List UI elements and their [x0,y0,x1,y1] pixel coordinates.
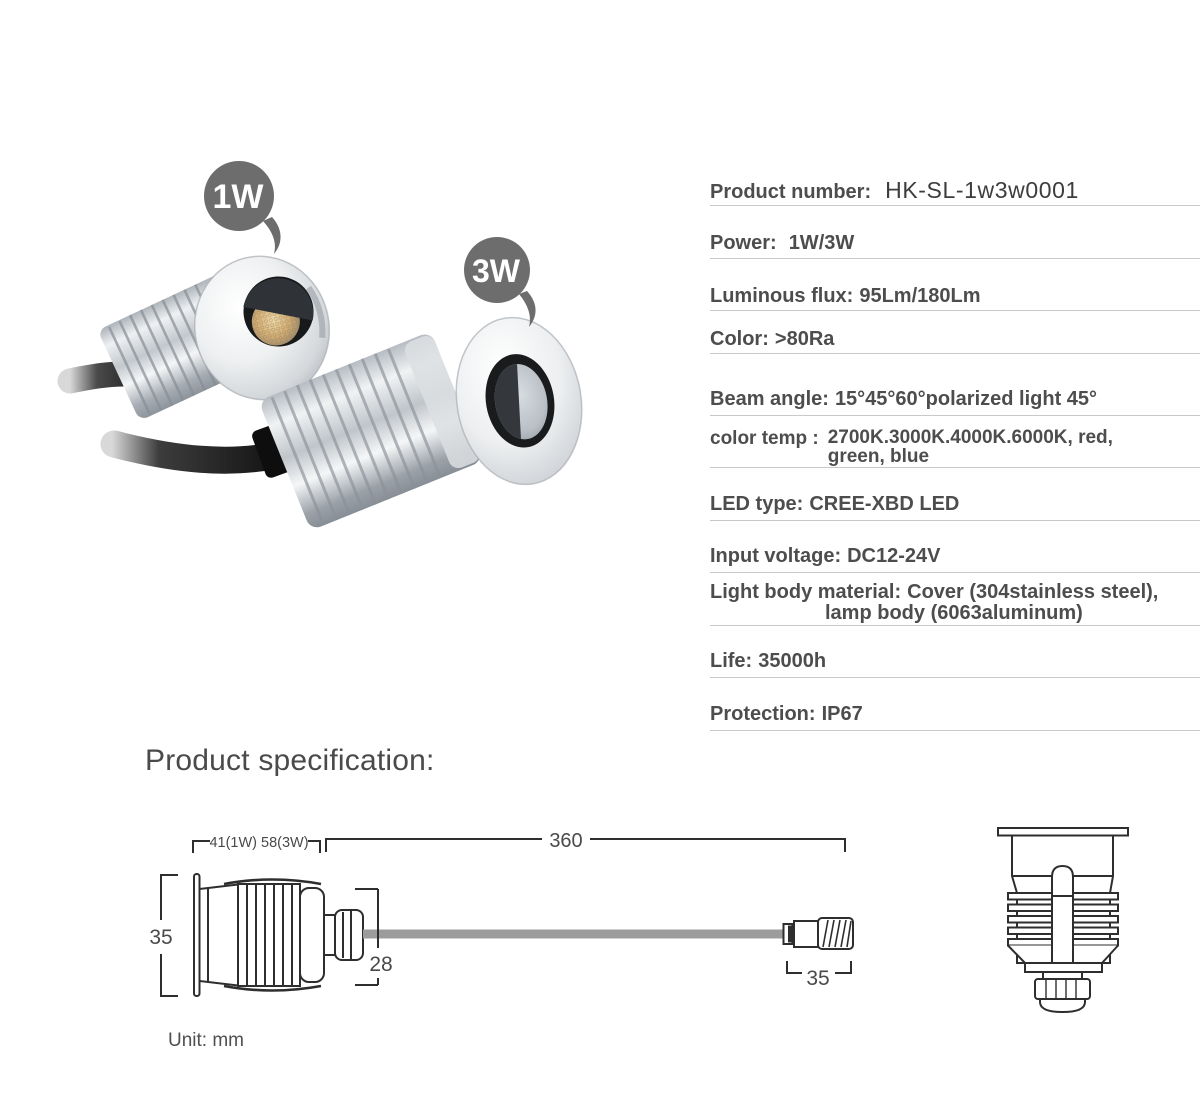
product-photo [70,161,595,531]
spec-label: Color: [710,328,769,350]
dim-connector-label: 35 [806,967,830,990]
spec-label: LED type: [710,493,804,515]
spec-label: color temp : [710,428,819,449]
front-view-drawing [998,828,1128,1012]
spec-label: Power: [710,232,777,254]
spec-label: Beam angle: [710,388,829,410]
side-view-drawing [194,874,363,996]
dim-height-label: 35 [149,926,173,949]
spec-row-light-body-material [710,582,1200,626]
spec-value-line1: Light body material: Cover (304stainless steel), [710,581,1159,603]
badge-1w-label: 1W [212,178,264,216]
spec-row-product-number [710,179,1200,206]
cable-drawing [363,918,853,949]
badge-3w-label: 3W [472,253,520,289]
spec-row-power [710,232,1200,259]
spec-value: DC12-24V [847,545,941,567]
badge-1w [204,161,281,254]
spec-row-color-temp [710,428,1200,468]
spec-row-color [710,328,1200,354]
spec-row-input-voltage [710,545,1200,573]
spec-value: 15°45°60°polarized light 45° [834,388,1098,410]
spec-value: CREE-XBD LED [809,493,960,515]
spec-value: 35000h [758,650,827,672]
spec-value: 2700K.3000K.4000K.6000K, red, green, blue [827,427,1113,467]
badge-3w [464,237,536,327]
spec-row-protection [710,703,1200,731]
badge-1w-tail [263,217,281,254]
spec-value-line2: lamp body (6063aluminum) [825,602,1083,624]
spec-row-life [710,650,1200,678]
spec-value: HK-SL-1w3w0001 [885,177,1079,203]
spec-label: Life: [710,650,753,672]
dim-cable-length-label: 360 [549,830,583,852]
unit-note: Unit: mm [168,1030,244,1051]
spec-row-led-type [710,493,1200,521]
spec-label: Product number: [710,181,872,203]
spec-row-luminous-flux [710,285,1200,311]
dim-front-label: 41(1W) 58(3W) [209,835,309,851]
spec-value: 95Lm/180Lm [859,285,981,307]
spec-label: Luminous flux: [710,285,854,307]
dim-body-label: 28 [369,953,393,976]
spec-label: Protection: [710,703,816,725]
spec-row-beam-angle [710,388,1200,416]
spec-value: >80Ra [774,328,835,350]
spec-label: Input voltage: [710,545,842,567]
spec-value: 1W/3W [788,232,855,254]
dimension-drawings [149,828,1128,1051]
section-heading: Product specification: [145,744,435,777]
spec-value: IP67 [821,703,863,725]
